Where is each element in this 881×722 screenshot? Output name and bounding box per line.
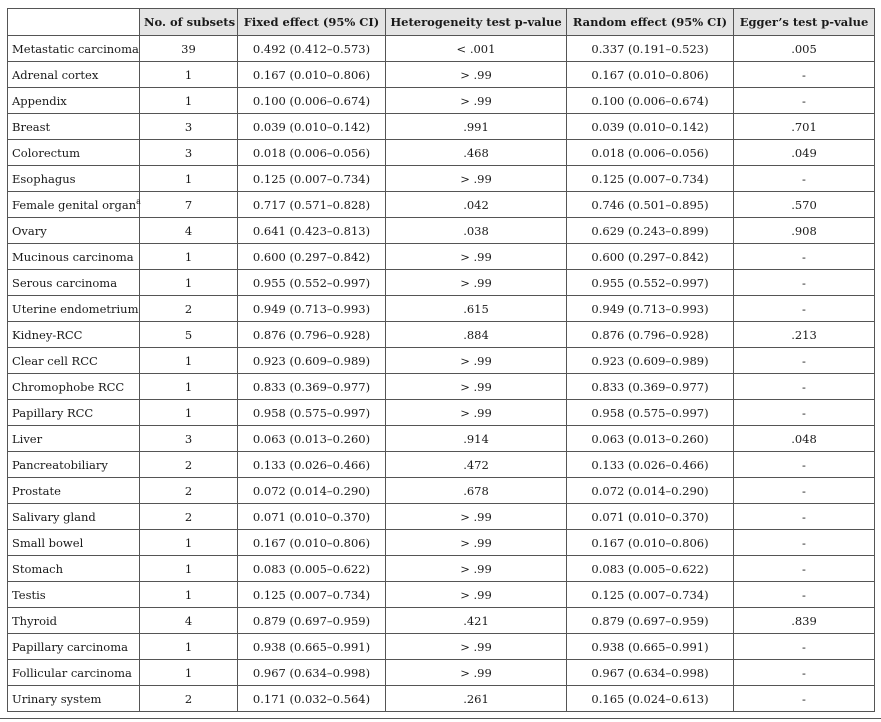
cell-subsets: 2 bbox=[140, 296, 238, 322]
cell-heterogeneity: .615 bbox=[386, 296, 567, 322]
cell-subsets: 2 bbox=[140, 504, 238, 530]
cell-subsets: 1 bbox=[140, 166, 238, 192]
table-body bbox=[8, 36, 875, 712]
cell-egger: - bbox=[734, 452, 875, 478]
cell-subsets: 1 bbox=[140, 400, 238, 426]
table-row bbox=[8, 166, 875, 192]
cell-egger: - bbox=[734, 374, 875, 400]
cell-subsets: 1 bbox=[140, 244, 238, 270]
row-label: Stomach bbox=[8, 556, 140, 582]
table-row bbox=[8, 270, 875, 296]
header-egger: Egger’s test p-value bbox=[734, 9, 875, 36]
cell-fixed-effect: 0.958 (0.575–0.997) bbox=[238, 400, 386, 426]
cell-heterogeneity: .678 bbox=[386, 478, 567, 504]
cell-subsets: 39 bbox=[140, 36, 238, 62]
cell-heterogeneity: > .99 bbox=[386, 582, 567, 608]
cell-egger: .701 bbox=[734, 114, 875, 140]
table-row bbox=[8, 634, 875, 660]
cell-heterogeneity: .042 bbox=[386, 192, 567, 218]
cell-fixed-effect: 0.018 (0.006–0.056) bbox=[238, 140, 386, 166]
row-label: Appendix bbox=[8, 88, 140, 114]
cell-random-effect: 0.018 (0.006–0.056) bbox=[567, 140, 734, 166]
cell-heterogeneity: < .001 bbox=[386, 36, 567, 62]
cell-random-effect: 0.125 (0.007–0.734) bbox=[567, 166, 734, 192]
cell-subsets: 4 bbox=[140, 218, 238, 244]
cell-fixed-effect: 0.125 (0.007–0.734) bbox=[238, 166, 386, 192]
cell-subsets: 5 bbox=[140, 322, 238, 348]
cell-egger: - bbox=[734, 530, 875, 556]
cell-heterogeneity: > .99 bbox=[386, 556, 567, 582]
cell-random-effect: 0.072 (0.014–0.290) bbox=[567, 478, 734, 504]
cell-heterogeneity: > .99 bbox=[386, 62, 567, 88]
row-label: Ovary bbox=[8, 218, 140, 244]
cell-subsets: 1 bbox=[140, 660, 238, 686]
cell-random-effect: 0.879 (0.697–0.959) bbox=[567, 608, 734, 634]
cell-random-effect: 0.063 (0.013–0.260) bbox=[567, 426, 734, 452]
cell-heterogeneity: > .99 bbox=[386, 166, 567, 192]
cell-random-effect: 0.083 (0.005–0.622) bbox=[567, 556, 734, 582]
cell-subsets: 1 bbox=[140, 556, 238, 582]
table-row bbox=[8, 530, 875, 556]
cell-random-effect: 0.958 (0.575–0.997) bbox=[567, 400, 734, 426]
header-subsets: No. of subsets bbox=[140, 9, 238, 36]
cell-heterogeneity: .884 bbox=[386, 322, 567, 348]
cell-heterogeneity: > .99 bbox=[386, 530, 567, 556]
cell-heterogeneity: .468 bbox=[386, 140, 567, 166]
cell-subsets: 4 bbox=[140, 608, 238, 634]
cell-fixed-effect: 0.039 (0.010–0.142) bbox=[238, 114, 386, 140]
cell-heterogeneity: > .99 bbox=[386, 270, 567, 296]
row-label: Papillary carcinoma bbox=[8, 634, 140, 660]
cell-subsets: 3 bbox=[140, 114, 238, 140]
cell-subsets: 2 bbox=[140, 686, 238, 712]
cell-egger: - bbox=[734, 400, 875, 426]
table-row bbox=[8, 36, 875, 62]
table-row bbox=[8, 244, 875, 270]
row-label: Clear cell RCC bbox=[8, 348, 140, 374]
cell-fixed-effect: 0.133 (0.026–0.466) bbox=[238, 452, 386, 478]
header-fixed-effect: Fixed effect (95% CI) bbox=[238, 9, 386, 36]
cell-egger: .049 bbox=[734, 140, 875, 166]
cell-egger: - bbox=[734, 88, 875, 114]
cell-egger: - bbox=[734, 348, 875, 374]
cell-fixed-effect: 0.641 (0.423–0.813) bbox=[238, 218, 386, 244]
cell-egger: .908 bbox=[734, 218, 875, 244]
cell-egger: - bbox=[734, 166, 875, 192]
table-row bbox=[8, 114, 875, 140]
cell-subsets: 1 bbox=[140, 88, 238, 114]
cell-random-effect: 0.167 (0.010–0.806) bbox=[567, 530, 734, 556]
cell-random-effect: 0.955 (0.552–0.997) bbox=[567, 270, 734, 296]
table-row bbox=[8, 400, 875, 426]
cell-fixed-effect: 0.083 (0.005–0.622) bbox=[238, 556, 386, 582]
row-label: Testis bbox=[8, 582, 140, 608]
table-row bbox=[8, 556, 875, 582]
cell-egger: .570 bbox=[734, 192, 875, 218]
cell-fixed-effect: 0.938 (0.665–0.991) bbox=[238, 634, 386, 660]
cell-heterogeneity: > .99 bbox=[386, 504, 567, 530]
cell-random-effect: 0.923 (0.609–0.989) bbox=[567, 348, 734, 374]
cell-fixed-effect: 0.967 (0.634–0.998) bbox=[238, 660, 386, 686]
cell-fixed-effect: 0.876 (0.796–0.928) bbox=[238, 322, 386, 348]
cell-egger: - bbox=[734, 686, 875, 712]
cell-heterogeneity: > .99 bbox=[386, 634, 567, 660]
cell-random-effect: 0.833 (0.369–0.977) bbox=[567, 374, 734, 400]
row-label: Uterine endometrium bbox=[8, 296, 140, 322]
cell-fixed-effect: 0.167 (0.010–0.806) bbox=[238, 62, 386, 88]
cell-egger: - bbox=[734, 296, 875, 322]
cell-egger: - bbox=[734, 504, 875, 530]
row-label: Prostate bbox=[8, 478, 140, 504]
table-header-row bbox=[8, 9, 875, 36]
bottom-divider bbox=[0, 718, 881, 719]
cell-egger: .839 bbox=[734, 608, 875, 634]
cell-random-effect: 0.746 (0.501–0.895) bbox=[567, 192, 734, 218]
cell-heterogeneity: .038 bbox=[386, 218, 567, 244]
cell-subsets: 1 bbox=[140, 374, 238, 400]
cell-heterogeneity: > .99 bbox=[386, 374, 567, 400]
cell-egger: .048 bbox=[734, 426, 875, 452]
cell-heterogeneity: .991 bbox=[386, 114, 567, 140]
cell-subsets: 2 bbox=[140, 452, 238, 478]
cell-egger: - bbox=[734, 62, 875, 88]
cell-subsets: 7 bbox=[140, 192, 238, 218]
cell-heterogeneity: .472 bbox=[386, 452, 567, 478]
cell-subsets: 1 bbox=[140, 634, 238, 660]
cell-fixed-effect: 0.125 (0.007–0.734) bbox=[238, 582, 386, 608]
row-label: Urinary system bbox=[8, 686, 140, 712]
cell-subsets: 1 bbox=[140, 270, 238, 296]
cell-heterogeneity: .261 bbox=[386, 686, 567, 712]
cell-random-effect: 0.039 (0.010–0.142) bbox=[567, 114, 734, 140]
cell-random-effect: 0.629 (0.243–0.899) bbox=[567, 218, 734, 244]
footnote-marker: a bbox=[136, 197, 141, 207]
cell-subsets: 1 bbox=[140, 582, 238, 608]
cell-heterogeneity: > .99 bbox=[386, 400, 567, 426]
cell-fixed-effect: 0.955 (0.552–0.997) bbox=[238, 270, 386, 296]
cell-random-effect: 0.133 (0.026–0.466) bbox=[567, 452, 734, 478]
cell-fixed-effect: 0.171 (0.032–0.564) bbox=[238, 686, 386, 712]
row-label: Serous carcinoma bbox=[8, 270, 140, 296]
table-row bbox=[8, 582, 875, 608]
row-label: Chromophobe RCC bbox=[8, 374, 140, 400]
row-label: Mucinous carcinoma bbox=[8, 244, 140, 270]
cell-random-effect: 0.071 (0.010–0.370) bbox=[567, 504, 734, 530]
cell-fixed-effect: 0.071 (0.010–0.370) bbox=[238, 504, 386, 530]
row-label: Esophagus bbox=[8, 166, 140, 192]
table-row bbox=[8, 374, 875, 400]
cell-fixed-effect: 0.717 (0.571–0.828) bbox=[238, 192, 386, 218]
cell-random-effect: 0.949 (0.713–0.993) bbox=[567, 296, 734, 322]
cell-random-effect: 0.100 (0.006–0.674) bbox=[567, 88, 734, 114]
table-row bbox=[8, 608, 875, 634]
cell-fixed-effect: 0.833 (0.369–0.977) bbox=[238, 374, 386, 400]
cell-heterogeneity: > .99 bbox=[386, 348, 567, 374]
cell-subsets: 3 bbox=[140, 426, 238, 452]
cell-subsets: 1 bbox=[140, 62, 238, 88]
table-row bbox=[8, 192, 875, 218]
table-row bbox=[8, 322, 875, 348]
table-row bbox=[8, 296, 875, 322]
row-label: Liver bbox=[8, 426, 140, 452]
table-row bbox=[8, 140, 875, 166]
table-row bbox=[8, 218, 875, 244]
table-row bbox=[8, 452, 875, 478]
cell-egger: - bbox=[734, 270, 875, 296]
cell-random-effect: 0.938 (0.665–0.991) bbox=[567, 634, 734, 660]
row-label: Small bowel bbox=[8, 530, 140, 556]
meta-analysis-table bbox=[7, 8, 875, 712]
results-table-container bbox=[7, 8, 874, 712]
row-label: Colorectum bbox=[8, 140, 140, 166]
cell-random-effect: 0.600 (0.297–0.842) bbox=[567, 244, 734, 270]
table-row bbox=[8, 478, 875, 504]
row-label: Thyroid bbox=[8, 608, 140, 634]
cell-random-effect: 0.876 (0.796–0.928) bbox=[567, 322, 734, 348]
cell-fixed-effect: 0.600 (0.297–0.842) bbox=[238, 244, 386, 270]
row-label: Kidney-RCC bbox=[8, 322, 140, 348]
cell-random-effect: 0.125 (0.007–0.734) bbox=[567, 582, 734, 608]
table-row bbox=[8, 686, 875, 712]
cell-egger: .005 bbox=[734, 36, 875, 62]
cell-egger: - bbox=[734, 660, 875, 686]
cell-egger: .213 bbox=[734, 322, 875, 348]
cell-subsets: 2 bbox=[140, 478, 238, 504]
cell-heterogeneity: .914 bbox=[386, 426, 567, 452]
cell-fixed-effect: 0.492 (0.412–0.573) bbox=[238, 36, 386, 62]
header-heterogeneity: Heterogeneity test p-value bbox=[386, 9, 567, 36]
cell-egger: - bbox=[734, 478, 875, 504]
cell-fixed-effect: 0.167 (0.010–0.806) bbox=[238, 530, 386, 556]
cell-subsets: 3 bbox=[140, 140, 238, 166]
row-label: Papillary RCC bbox=[8, 400, 140, 426]
cell-random-effect: 0.967 (0.634–0.998) bbox=[567, 660, 734, 686]
cell-heterogeneity: > .99 bbox=[386, 244, 567, 270]
table-row bbox=[8, 504, 875, 530]
header-random-effect: Random effect (95% CI) bbox=[567, 9, 734, 36]
row-label: Salivary gland bbox=[8, 504, 140, 530]
cell-heterogeneity: > .99 bbox=[386, 660, 567, 686]
table-row bbox=[8, 660, 875, 686]
table-row bbox=[8, 426, 875, 452]
cell-subsets: 1 bbox=[140, 348, 238, 374]
cell-egger: - bbox=[734, 634, 875, 660]
cell-fixed-effect: 0.072 (0.014–0.290) bbox=[238, 478, 386, 504]
cell-fixed-effect: 0.100 (0.006–0.674) bbox=[238, 88, 386, 114]
cell-random-effect: 0.337 (0.191–0.523) bbox=[567, 36, 734, 62]
cell-egger: - bbox=[734, 244, 875, 270]
header-blank bbox=[8, 9, 140, 36]
cell-heterogeneity: .421 bbox=[386, 608, 567, 634]
cell-heterogeneity: > .99 bbox=[386, 88, 567, 114]
cell-egger: - bbox=[734, 556, 875, 582]
cell-fixed-effect: 0.879 (0.697–0.959) bbox=[238, 608, 386, 634]
row-label: Metastatic carcinoma bbox=[8, 36, 140, 62]
row-label: Follicular carcinoma bbox=[8, 660, 140, 686]
row-label: Female genital organ$^a$ bbox=[8, 192, 140, 218]
cell-subsets: 1 bbox=[140, 530, 238, 556]
cell-random-effect: 0.165 (0.024–0.613) bbox=[567, 686, 734, 712]
row-label: Pancreatobiliary bbox=[8, 452, 140, 478]
table-row bbox=[8, 88, 875, 114]
cell-fixed-effect: 0.923 (0.609–0.989) bbox=[238, 348, 386, 374]
cell-egger: - bbox=[734, 582, 875, 608]
table-row bbox=[8, 348, 875, 374]
cell-fixed-effect: 0.949 (0.713–0.993) bbox=[238, 296, 386, 322]
row-label: Breast bbox=[8, 114, 140, 140]
cell-random-effect: 0.167 (0.010–0.806) bbox=[567, 62, 734, 88]
table-row bbox=[8, 62, 875, 88]
cell-fixed-effect: 0.063 (0.013–0.260) bbox=[238, 426, 386, 452]
row-label: Adrenal cortex bbox=[8, 62, 140, 88]
